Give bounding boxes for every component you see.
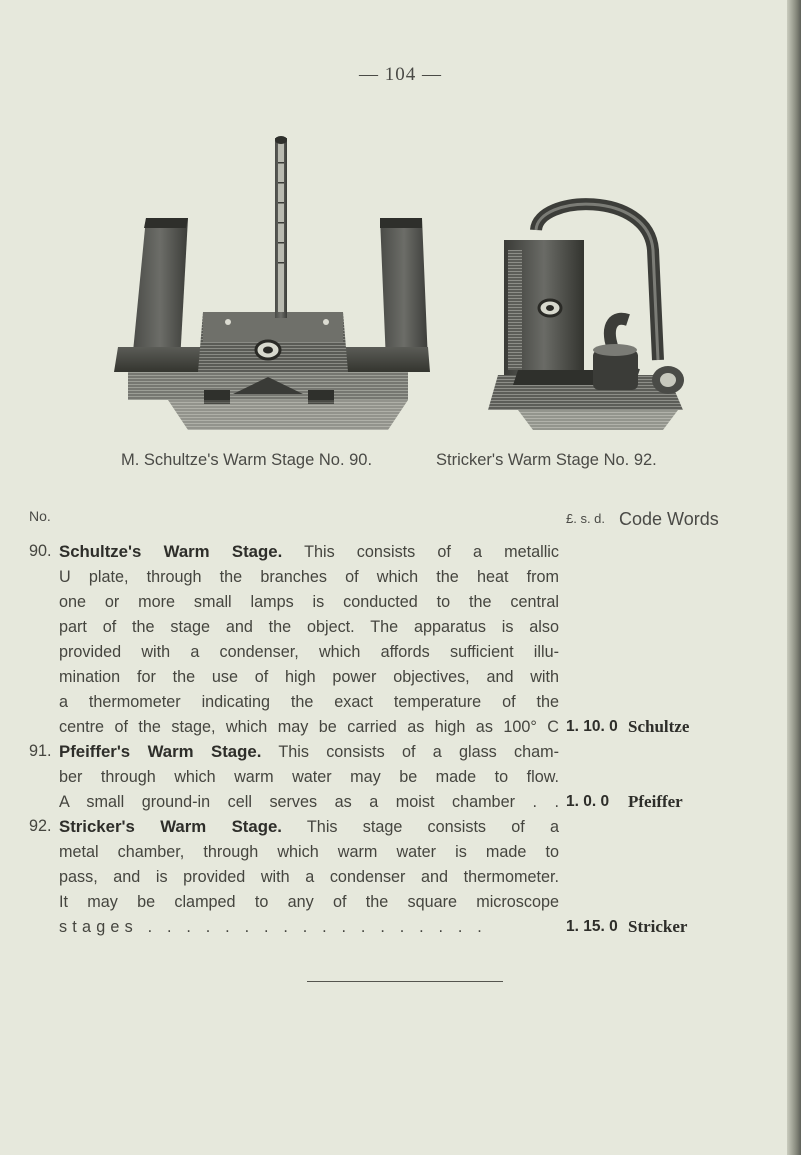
entry-text-line: centre of the stage, which may be carried as high as 100° C <box>59 718 559 736</box>
entry-price: 1. 0. 0 <box>566 793 610 810</box>
entry-text-line: one or more small lamps is conducted to the central <box>59 593 559 611</box>
entry-title: Schultze's Warm Stage. <box>59 542 283 561</box>
page-edge <box>787 0 801 1155</box>
column-header-code-words: Code Words <box>619 509 719 529</box>
entry-code-word: Pfeiffer <box>628 792 683 811</box>
entry-text-line <box>59 540 559 565</box>
entry-title: Stricker's Warm Stage. <box>59 817 282 836</box>
entry-text-line: part of the stage and the object. The apparatus is also <box>59 618 559 636</box>
entry-text-line: U plate, through the branches of which the heat from <box>59 568 559 586</box>
column-header-no: No. <box>29 508 51 524</box>
entry-text-line: pass, and is provided with a condenser and thermometer. <box>59 868 559 886</box>
entry-number: 92. <box>29 817 52 835</box>
entry-text-line <box>59 740 559 765</box>
page-number: — 104 — <box>359 64 442 85</box>
schultze-warm-stage-illustration <box>108 132 430 430</box>
entry-title: Pfeiffer's Warm Stage. <box>59 742 262 761</box>
figure-caption-stricker: Stricker's Warm Stage No. 92. <box>436 451 657 469</box>
entry-text: This consists of a glass cham- <box>278 743 560 761</box>
entry-text-line <box>59 815 559 840</box>
entry-text-line: provided with a condenser, which affords sufficient illu- <box>59 643 559 661</box>
entry-number: 91. <box>29 742 52 760</box>
entry-text: This stage consists of a <box>306 818 559 836</box>
entry-text-line: mination for the use of high power objectives, and with <box>59 668 559 686</box>
entry-code-word: Stricker <box>628 917 688 936</box>
stricker-warm-stage-illustration <box>478 190 694 430</box>
entry-text: This consists of a metallic <box>304 543 559 561</box>
entry-text-line: a thermometer indicating the exact temperature of the <box>59 693 559 711</box>
entry-price: 1. 10. 0 <box>566 718 618 735</box>
entry-number: 90. <box>29 542 52 560</box>
entry-text-line: ber through which warm water may be made to flow. <box>59 768 559 786</box>
entry-price: 1. 15. 0 <box>566 918 618 935</box>
figure-caption-schultze: M. Schultze's Warm Stage No. 90. <box>121 451 373 469</box>
section-divider <box>307 981 503 982</box>
entry-text-line: stages . . . . . . . . . . . . . . . . . . <box>59 918 487 936</box>
entry-text-line: A small ground-in cell serves as a moist chamber . . <box>59 793 559 811</box>
entry-code-word: Schultze <box>628 717 690 736</box>
entry-text-line: metal chamber, through which warm water is made to <box>59 843 559 861</box>
entry-text-line: It may be clamped to any of the square microscope <box>59 893 559 911</box>
column-header-price: £. s. d. <box>566 511 606 526</box>
